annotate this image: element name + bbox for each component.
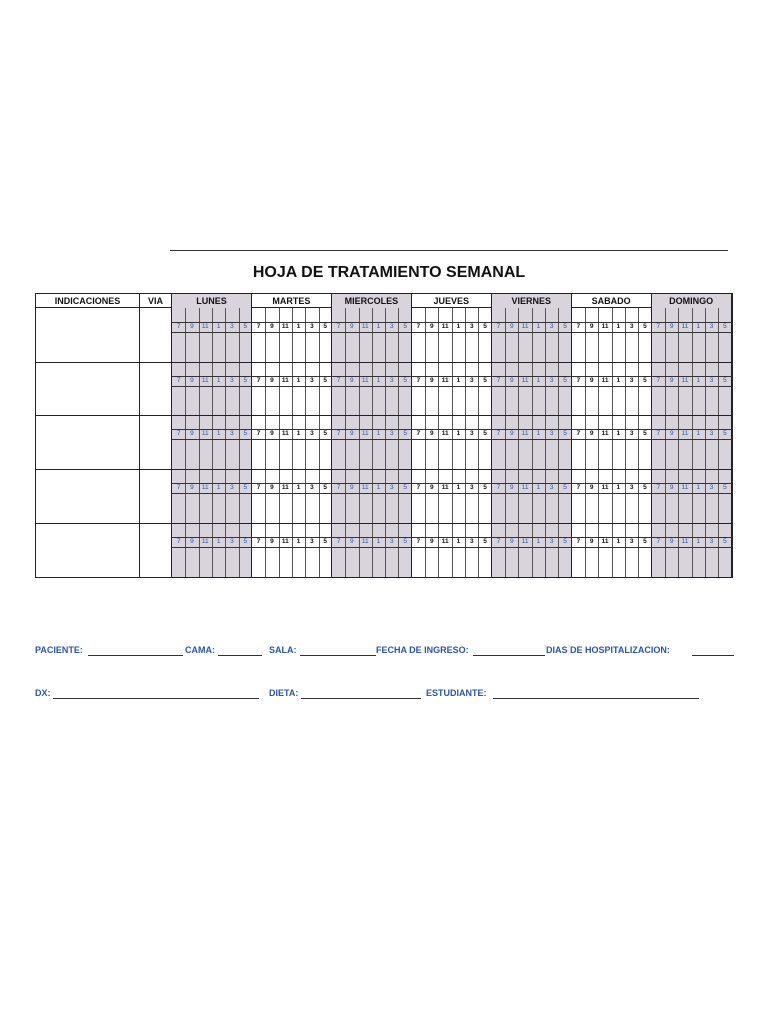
hour-strip-line xyxy=(172,386,732,387)
page-title: HOJA DE TRATAMIENTO SEMANAL xyxy=(252,264,526,281)
hour-label[interactable]: 3 xyxy=(310,430,314,438)
hour-label[interactable]: 5 xyxy=(323,537,328,545)
hour-label[interactable]: 11 xyxy=(681,322,689,330)
hour-label[interactable]: 11 xyxy=(681,537,689,545)
hour-label[interactable]: 11 xyxy=(441,537,449,545)
hour-label[interactable]: 5 xyxy=(403,376,407,384)
hour-label[interactable]: 9 xyxy=(270,537,274,545)
hour-label[interactable]: 3 xyxy=(230,376,234,384)
label-fecha-ingreso: FECHA DE INGRESO: xyxy=(376,645,469,655)
hour-label[interactable]: 5 xyxy=(723,484,727,492)
hour-label[interactable]: 9 xyxy=(190,430,194,438)
hour-label[interactable]: 3 xyxy=(469,484,474,492)
hour-label[interactable]: 1 xyxy=(216,537,221,545)
hour-label[interactable]: 9 xyxy=(350,376,354,384)
hour-label[interactable]: 3 xyxy=(230,484,234,492)
hour-label[interactable]: 9 xyxy=(589,537,594,545)
hour-label[interactable]: 7 xyxy=(256,537,261,545)
hour-label[interactable]: 11 xyxy=(601,484,609,492)
hour-label[interactable]: 9 xyxy=(350,430,354,438)
hour-label[interactable]: 11 xyxy=(601,322,609,330)
hour-label[interactable]: 7 xyxy=(576,537,581,545)
hour-label[interactable]: 3 xyxy=(549,537,554,545)
hour-label[interactable]: 3 xyxy=(469,376,474,384)
hour-label[interactable]: 1 xyxy=(616,537,621,545)
fecha-ingreso-input-line[interactable] xyxy=(473,655,545,656)
hour-label[interactable]: 9 xyxy=(430,484,434,492)
hour-label[interactable]: 5 xyxy=(243,484,248,492)
hour-label[interactable]: 11 xyxy=(201,537,209,545)
row-divider xyxy=(36,523,732,524)
hour-label[interactable]: 3 xyxy=(310,537,314,545)
hour-label[interactable]: 9 xyxy=(509,376,514,384)
hour-label[interactable]: 3 xyxy=(390,376,394,384)
hour-label[interactable]: 11 xyxy=(281,537,289,545)
header-day-sabado: SABADO xyxy=(572,294,652,308)
hour-label[interactable]: 7 xyxy=(256,430,261,438)
hour-label[interactable]: 5 xyxy=(483,537,487,545)
hour-label[interactable]: 1 xyxy=(216,322,221,330)
hour-label[interactable]: 5 xyxy=(643,484,647,492)
hour-label[interactable]: 5 xyxy=(323,430,328,438)
hour-label[interactable]: 1 xyxy=(216,484,221,492)
hour-label[interactable]: 11 xyxy=(201,376,209,384)
hour-label[interactable]: 7 xyxy=(176,430,181,438)
hour-label[interactable]: 1 xyxy=(536,430,541,438)
hour-label[interactable]: 1 xyxy=(536,376,541,384)
hour-label[interactable]: 9 xyxy=(430,430,434,438)
hour-label[interactable]: 3 xyxy=(549,484,554,492)
hour-label[interactable]: 1 xyxy=(536,484,541,492)
dieta-input-line[interactable] xyxy=(301,698,421,699)
hour-label[interactable]: 9 xyxy=(509,537,514,545)
header-day-viernes: VIERNES xyxy=(492,294,572,308)
hour-label[interactable]: 7 xyxy=(576,322,581,330)
hour-label[interactable]: 9 xyxy=(669,484,674,492)
hour-strip-line xyxy=(172,439,732,440)
hour-label[interactable]: 11 xyxy=(201,430,209,438)
hour-label[interactable]: 3 xyxy=(469,537,474,545)
hour-label[interactable]: 5 xyxy=(723,537,727,545)
hour-label[interactable]: 7 xyxy=(176,376,181,384)
hour-label[interactable]: 1 xyxy=(296,484,301,492)
hour-label[interactable]: 11 xyxy=(681,376,689,384)
hour-label[interactable]: 3 xyxy=(230,537,234,545)
top-rule xyxy=(170,250,728,251)
hour-label[interactable]: 1 xyxy=(696,322,701,330)
hour-label[interactable]: 9 xyxy=(669,430,674,438)
hour-label[interactable]: 11 xyxy=(281,322,289,330)
hour-label[interactable]: 9 xyxy=(350,537,354,545)
hour-label[interactable]: 7 xyxy=(416,484,421,492)
hour-label[interactable]: 7 xyxy=(336,484,341,492)
hour-label[interactable]: 1 xyxy=(616,430,621,438)
hour-label[interactable]: 3 xyxy=(709,484,714,492)
hour-label[interactable]: 5 xyxy=(243,322,248,330)
hour-label[interactable]: 11 xyxy=(601,430,609,438)
hour-label[interactable]: 5 xyxy=(483,376,487,384)
hour-strip-line xyxy=(172,332,732,333)
hour-label[interactable]: 5 xyxy=(723,322,727,330)
hour-label[interactable]: 9 xyxy=(509,322,514,330)
hour-label[interactable]: 5 xyxy=(483,322,487,330)
label-dx: DX: xyxy=(35,688,51,698)
hour-label[interactable]: 11 xyxy=(201,322,209,330)
hour-label[interactable]: 1 xyxy=(456,484,461,492)
hour-label[interactable]: 5 xyxy=(643,430,647,438)
hour-label[interactable]: 5 xyxy=(243,537,248,545)
indicaciones-column[interactable] xyxy=(36,308,140,577)
label-dias-hospitalizacion: DIAS DE HOSPITALIZACION: xyxy=(546,645,670,655)
hour-label[interactable]: 7 xyxy=(656,430,661,438)
hour-label[interactable]: 3 xyxy=(390,537,394,545)
hour-label[interactable]: 11 xyxy=(601,376,609,384)
hour-label[interactable]: 5 xyxy=(563,537,567,545)
hour-label[interactable]: 5 xyxy=(563,376,567,384)
hour-label[interactable]: 1 xyxy=(616,376,621,384)
hour-label[interactable]: 1 xyxy=(376,430,381,438)
hour-label[interactable]: 7 xyxy=(656,537,661,545)
dx-input-line[interactable] xyxy=(53,698,259,699)
hour-label[interactable]: 7 xyxy=(416,376,421,384)
hour-label[interactable]: 7 xyxy=(256,322,261,330)
hour-label[interactable]: 7 xyxy=(496,430,501,438)
hour-label[interactable]: 11 xyxy=(441,484,449,492)
hour-label[interactable]: 7 xyxy=(496,484,501,492)
hour-label[interactable]: 11 xyxy=(521,322,529,330)
hour-label[interactable]: 11 xyxy=(441,430,449,438)
hour-label[interactable]: 5 xyxy=(403,430,407,438)
hour-label[interactable]: 1 xyxy=(456,430,461,438)
hour-label[interactable]: 3 xyxy=(549,430,554,438)
hour-label[interactable]: 7 xyxy=(496,537,501,545)
hour-label[interactable]: 5 xyxy=(723,376,727,384)
hour-label[interactable]: 5 xyxy=(323,376,328,384)
hour-label[interactable]: 5 xyxy=(323,484,328,492)
header-day-martes: MARTES xyxy=(252,294,332,308)
hour-label[interactable]: 7 xyxy=(496,376,501,384)
hour-label[interactable]: 3 xyxy=(310,484,314,492)
hour-label[interactable]: 9 xyxy=(190,376,194,384)
hour-label[interactable]: 3 xyxy=(230,430,234,438)
hour-label[interactable]: 1 xyxy=(456,537,461,545)
hour-label[interactable]: 7 xyxy=(416,537,421,545)
hour-label[interactable]: 5 xyxy=(563,484,567,492)
hour-label[interactable]: 11 xyxy=(521,484,529,492)
hour-label[interactable]: 5 xyxy=(643,537,647,545)
hour-label[interactable]: 1 xyxy=(616,484,621,492)
hour-label[interactable]: 3 xyxy=(629,430,634,438)
hour-label[interactable]: 3 xyxy=(549,322,554,330)
hour-label[interactable]: 9 xyxy=(190,484,194,492)
header-day-miercoles: MIERCOLES xyxy=(332,294,412,308)
hour-label[interactable]: 9 xyxy=(190,322,194,330)
hour-label[interactable]: 9 xyxy=(430,376,434,384)
hour-label[interactable]: 7 xyxy=(656,484,661,492)
treatment-table xyxy=(35,293,733,578)
row-divider xyxy=(36,415,732,416)
hour-label[interactable]: 9 xyxy=(350,322,354,330)
dias-hospitalizacion-input-line[interactable] xyxy=(692,655,734,656)
hour-label[interactable]: 5 xyxy=(563,430,567,438)
hour-label[interactable]: 5 xyxy=(403,322,407,330)
hour-label[interactable]: 3 xyxy=(230,322,234,330)
hour-label[interactable]: 11 xyxy=(521,537,529,545)
cama-input-line[interactable] xyxy=(218,655,262,656)
hour-label[interactable]: 1 xyxy=(376,322,381,330)
hour-label[interactable]: 7 xyxy=(336,430,341,438)
hour-strip-line xyxy=(172,547,732,548)
hour-label[interactable]: 7 xyxy=(176,537,181,545)
table-header-row xyxy=(36,294,732,308)
hour-label[interactable]: 11 xyxy=(521,376,529,384)
hour-label[interactable]: 1 xyxy=(376,537,381,545)
hour-label[interactable]: 11 xyxy=(361,430,369,438)
sala-input-line[interactable] xyxy=(300,655,376,656)
hour-label[interactable]: 11 xyxy=(361,537,369,545)
hour-label[interactable]: 5 xyxy=(243,376,248,384)
row-divider xyxy=(36,469,732,470)
hour-strip-line xyxy=(172,493,732,494)
hour-label[interactable]: 5 xyxy=(643,376,647,384)
header-via: VIA xyxy=(140,294,172,308)
hour-label[interactable]: 3 xyxy=(310,376,314,384)
hour-label[interactable]: 3 xyxy=(310,322,314,330)
hour-label[interactable]: 9 xyxy=(270,376,274,384)
hour-label[interactable]: 9 xyxy=(430,322,434,330)
hour-label[interactable]: 7 xyxy=(656,322,661,330)
hour-label[interactable]: 9 xyxy=(669,376,674,384)
hour-label[interactable]: 3 xyxy=(709,376,714,384)
hour-label[interactable]: 7 xyxy=(336,537,341,545)
hour-label[interactable]: 3 xyxy=(629,376,634,384)
hour-label[interactable]: 3 xyxy=(390,430,394,438)
hour-label[interactable]: 3 xyxy=(629,484,634,492)
hour-label[interactable]: 3 xyxy=(549,376,554,384)
hour-label[interactable]: 9 xyxy=(589,376,594,384)
hour-label[interactable]: 9 xyxy=(669,322,674,330)
row-divider xyxy=(36,362,732,363)
paciente-input-line[interactable] xyxy=(88,655,183,656)
hour-label[interactable]: 1 xyxy=(216,376,221,384)
hour-label[interactable]: 9 xyxy=(589,322,594,330)
hour-label[interactable]: 9 xyxy=(669,537,674,545)
hour-label[interactable]: 9 xyxy=(430,537,434,545)
hour-label[interactable]: 1 xyxy=(376,484,381,492)
hour-label[interactable]: 11 xyxy=(441,376,449,384)
hour-label[interactable]: 11 xyxy=(441,322,449,330)
hour-label[interactable]: 1 xyxy=(696,376,701,384)
hour-label[interactable]: 5 xyxy=(243,430,248,438)
hour-label[interactable]: 3 xyxy=(629,537,634,545)
hour-label[interactable]: 1 xyxy=(696,430,701,438)
hour-label[interactable]: 3 xyxy=(469,322,474,330)
hour-label[interactable]: 1 xyxy=(216,430,221,438)
hour-label[interactable]: 9 xyxy=(270,430,274,438)
hour-label[interactable]: 3 xyxy=(469,430,474,438)
hour-label[interactable]: 1 xyxy=(296,537,301,545)
hour-label[interactable]: 5 xyxy=(403,484,407,492)
hour-label[interactable]: 9 xyxy=(589,430,594,438)
hour-label[interactable]: 1 xyxy=(696,484,701,492)
hour-label[interactable]: 1 xyxy=(376,376,381,384)
header-day-lunes: LUNES xyxy=(172,294,252,308)
hour-label[interactable]: 11 xyxy=(601,537,609,545)
hour-label[interactable]: 11 xyxy=(681,430,689,438)
hour-label[interactable]: 11 xyxy=(681,484,689,492)
hour-label[interactable]: 11 xyxy=(201,484,209,492)
hour-label[interactable]: 1 xyxy=(456,322,461,330)
hour-label[interactable]: 7 xyxy=(336,322,341,330)
hour-label[interactable]: 7 xyxy=(416,322,421,330)
hour-label[interactable]: 1 xyxy=(296,376,301,384)
hour-label[interactable]: 9 xyxy=(589,484,594,492)
header-indicaciones: INDICACIONES xyxy=(36,294,140,308)
estudiante-input-line[interactable] xyxy=(493,698,699,699)
label-sala: SALA: xyxy=(269,645,297,655)
hour-label[interactable]: 11 xyxy=(361,376,369,384)
hour-label[interactable]: 5 xyxy=(483,430,487,438)
hour-label[interactable]: 11 xyxy=(281,376,289,384)
hour-label[interactable]: 7 xyxy=(176,322,181,330)
hour-label[interactable]: 11 xyxy=(361,484,369,492)
hour-label[interactable]: 7 xyxy=(656,376,661,384)
hour-label[interactable]: 1 xyxy=(536,537,541,545)
hour-label[interactable]: 7 xyxy=(256,484,261,492)
hour-label[interactable]: 9 xyxy=(509,484,514,492)
hour-label[interactable]: 9 xyxy=(350,484,354,492)
hour-label[interactable]: 3 xyxy=(629,322,634,330)
hour-label[interactable]: 7 xyxy=(576,484,581,492)
hour-label[interactable]: 3 xyxy=(390,484,394,492)
hour-label[interactable]: 11 xyxy=(361,322,369,330)
hour-label[interactable]: 5 xyxy=(403,537,407,545)
label-paciente: PACIENTE: xyxy=(35,645,83,655)
hour-label[interactable]: 7 xyxy=(416,430,421,438)
hour-label[interactable]: 7 xyxy=(576,376,581,384)
hour-label[interactable]: 1 xyxy=(536,322,541,330)
hour-label[interactable]: 1 xyxy=(456,376,461,384)
hour-label[interactable]: 1 xyxy=(696,537,701,545)
header-day-jueves: JUEVES xyxy=(412,294,492,308)
hour-label[interactable]: 9 xyxy=(509,430,514,438)
label-estudiante: ESTUDIANTE: xyxy=(426,688,487,698)
hour-label[interactable]: 7 xyxy=(256,376,261,384)
hour-label[interactable]: 9 xyxy=(270,322,274,330)
hour-label[interactable]: 7 xyxy=(576,430,581,438)
label-cama: CAMA: xyxy=(185,645,215,655)
hour-label[interactable]: 1 xyxy=(296,430,301,438)
hour-label[interactable]: 5 xyxy=(323,322,328,330)
hour-label[interactable]: 5 xyxy=(483,484,487,492)
hour-label[interactable]: 3 xyxy=(709,430,714,438)
hour-label[interactable]: 7 xyxy=(336,376,341,384)
hour-label[interactable]: 11 xyxy=(281,430,289,438)
hour-label[interactable]: 11 xyxy=(521,430,529,438)
hour-label[interactable]: 3 xyxy=(390,322,394,330)
hour-label[interactable]: 9 xyxy=(270,484,274,492)
hour-label[interactable]: 7 xyxy=(176,484,181,492)
hour-label[interactable]: 7 xyxy=(496,322,501,330)
hour-label[interactable]: 5 xyxy=(723,430,727,438)
hour-label[interactable]: 5 xyxy=(643,322,647,330)
label-dieta: DIETA: xyxy=(269,688,299,698)
header-day-domingo: DOMINGO xyxy=(652,294,732,308)
hour-label[interactable]: 1 xyxy=(296,322,301,330)
hour-label[interactable]: 11 xyxy=(281,484,289,492)
hour-label[interactable]: 1 xyxy=(616,322,621,330)
hour-label[interactable]: 3 xyxy=(709,322,714,330)
via-column[interactable] xyxy=(140,308,172,577)
hour-label[interactable]: 5 xyxy=(563,322,567,330)
hour-label[interactable]: 9 xyxy=(190,537,194,545)
hour-label[interactable]: 3 xyxy=(709,537,714,545)
